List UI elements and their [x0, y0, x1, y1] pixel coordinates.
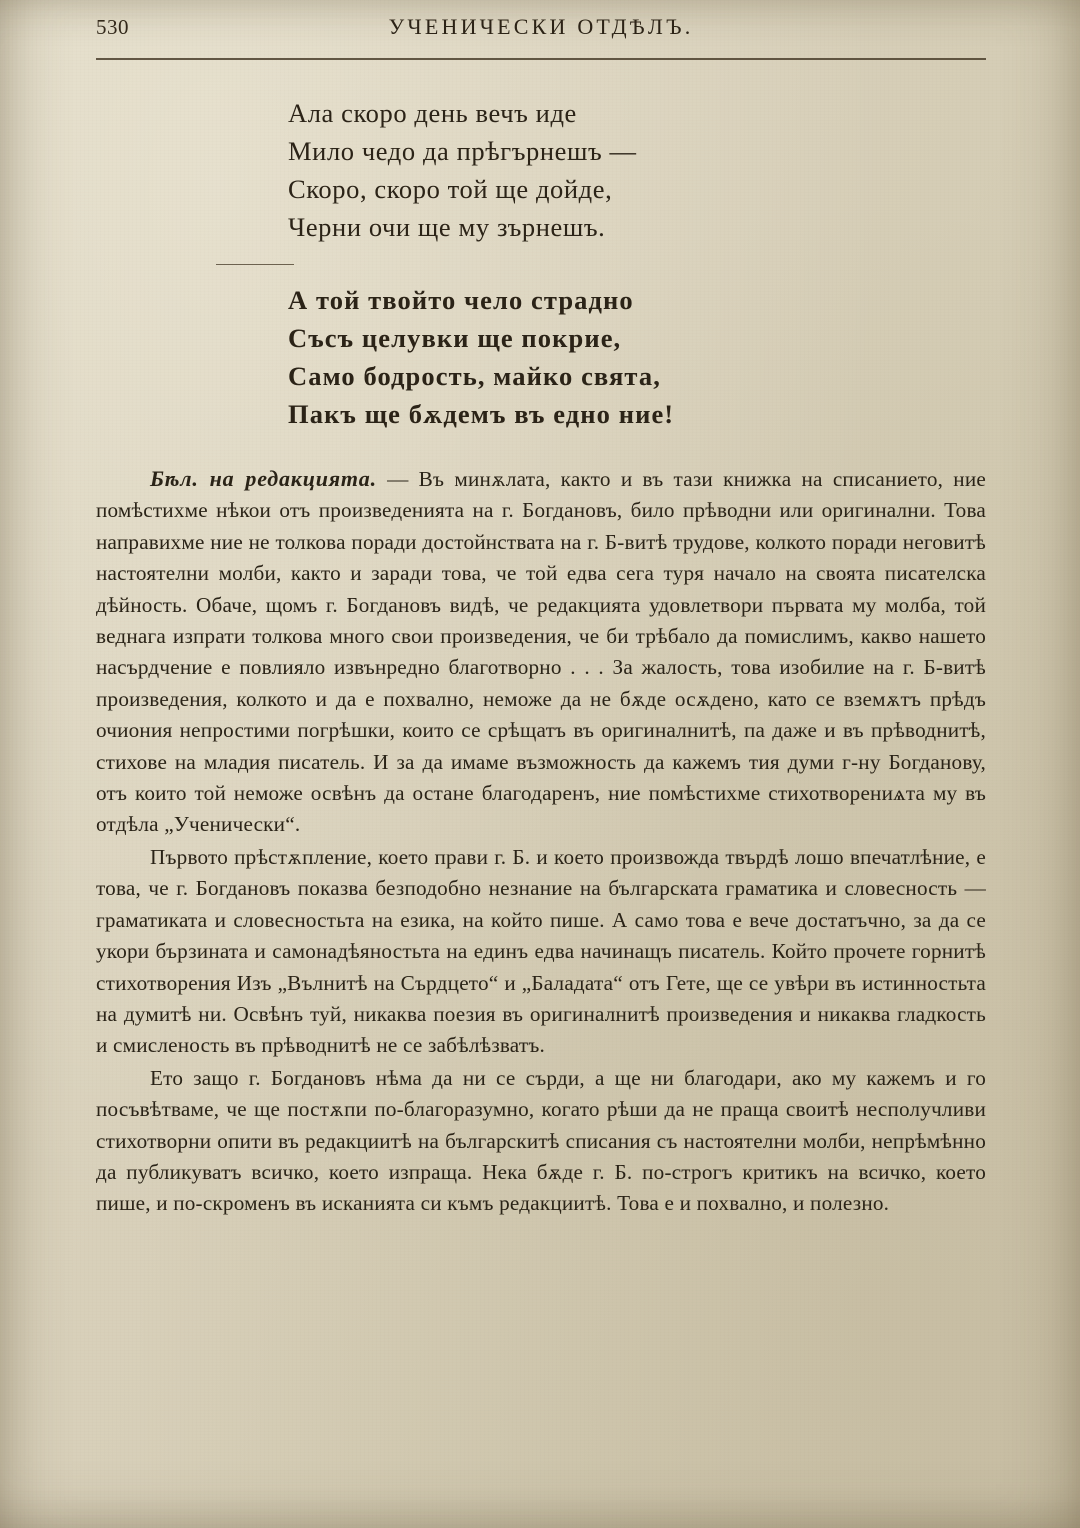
header-rule	[96, 58, 986, 60]
verse-line: Скоро, скоро той ще дойде,	[288, 174, 613, 204]
verse-line: Само бодрость, майко свята,	[288, 361, 661, 391]
stanza-separator-rule	[216, 264, 294, 265]
verse-line: Черни очи ще му зърнешъ.	[288, 212, 606, 242]
verse-line: А той твойто чело страдно	[288, 285, 634, 315]
verse-line: Пакъ ще бѫдемъ въ едно ние!	[288, 399, 675, 429]
poem-stanza-1	[96, 94, 986, 246]
editorial-note-paragraph-1	[96, 463, 986, 841]
editorial-note-paragraph-2: Първото прѣстѫпление, което прави г. Б. и което произвожда твърдѣ лошо впечатлѣние, е това, че г. Богдановъ показва безподобно незнание на българската граматика и словесность — граматиката и словесностьта на езика, на който пише. А само това е вече достатъчно, за да се укори бързината и самонадѣяностьта на единъ едва начинащъ писатель. Който прочете горнитѣ стихотворения Изъ „Вълнитѣ на Сърдцето“ и „Баладата“ отъ Гете, ще се увѣри въ истинностьта на думитѣ ни. Освѣнъ туй, никаква поезия въ оригиналнитѣ произведения и никаква гладкость и смисленость въ прѣводнитѣ не се забѣлѣзватъ.	[96, 844, 986, 1058]
section-title: УЧЕНИЧЕСКИ ОТДѢЛЪ.	[388, 14, 694, 39]
page-number: 530	[96, 15, 129, 39]
editorial-note-body: Въ минѫлата, както и въ тази книжка на списанието, ние помѣстихме нѣкои отъ произведенията на г. Богдановъ, било прѣводни или оригинални. Това направихме ние не толкова поради достойнствата на г. Б-витѣ трудове, колкото поради неговитѣ настоятелни молби, както и заради това, че той едва сега туря начало на своята писателска дѣйность. Обаче, щомъ г. Богдановъ видѣ, че редакцията удовлетвори първата му молба, той веднага изпрати толкова много свои произведения, че би трѣбало да помислимъ, какво нашето насърдчение е повлияло извънредно благотворно . . . За жалость, това изобилие на г. Б-витѣ произведения, колкото и да е похвално, неможе да не бѫде осѫдено, като се вземѫтъ прѣдъ очиония непростими погрѣшки, които се срѣщатъ въ оригиналнитѣ, па даже и въ прѣводнитѣ, стихове на младия писатель. И за да имаме възможность да кажемъ тия думи г-ну Богданову, отъ които той неможе освѣнъ да остане благодаренъ, ние помѣстихме стихотворениѧта му въ отдѣла „Ученически“.	[96, 467, 986, 837]
verse-line: Мило чедо да прѣгърнешъ —	[288, 136, 637, 166]
verse-line: Съсъ целувки ще покрие,	[288, 323, 622, 353]
editorial-note-label: Бѣл. на редакцията.	[150, 466, 377, 491]
verse-line: Ала скоро день вечъ иде	[288, 98, 577, 128]
editorial-note-dash: —	[376, 467, 419, 491]
poem-stanza-2	[96, 281, 986, 433]
editorial-note	[96, 463, 986, 1220]
running-head	[96, 0, 986, 48]
editorial-note-paragraph-3: Ето защо г. Богдановъ нѣма да ни се сърди, а ще ни благодари, ако му кажемъ и го посъвѣтваме, че ще постѫпи по-благоразумно, когато рѣши да не праща своитѣ несполучливи стихотворни опити въ редакциитѣ на българскитѣ списания съ настоятелни молби, непрѣмѣнно да публикуватъ всичко, което изпраща. Нека бѫде г. Б. по-строгъ критикъ на всичко, което пише, и по-скроменъ въ исканията си къмъ редакциитѣ. Това е и похвално, и полезно.	[96, 1065, 986, 1216]
